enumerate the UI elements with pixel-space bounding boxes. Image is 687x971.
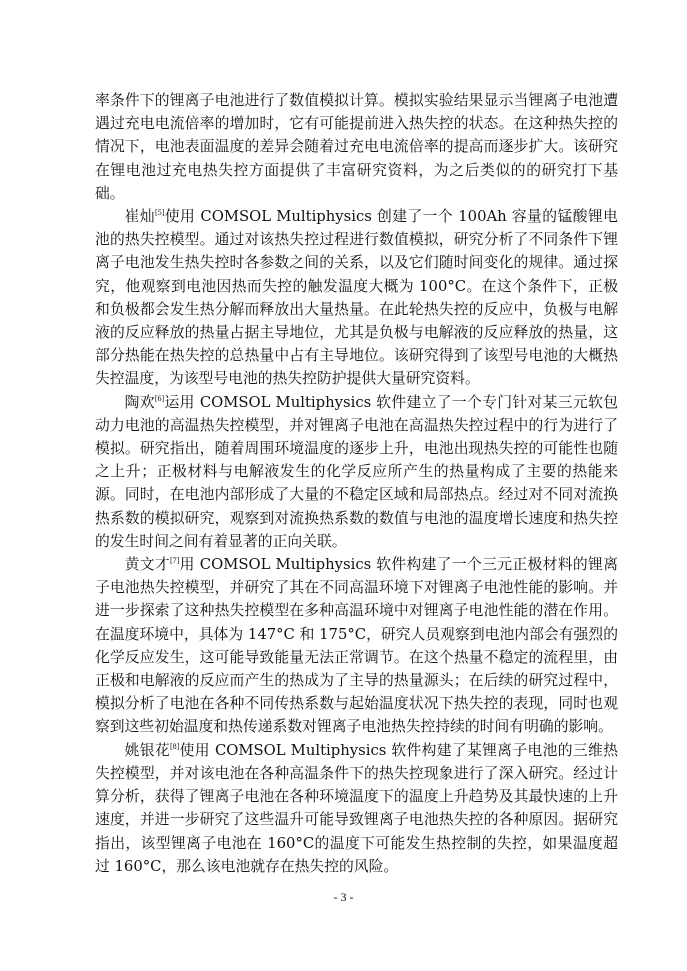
citation-ref: [6] xyxy=(154,393,165,403)
paragraph-text: 使用 COMSOL Multiphysics 软件构建了某锂离子电池的三维热失控模型，并对该电池在各种高温条件下的热失控现象进行了深入研究。经过计算分析，获得了锂离子电池在各种环境温度下的温度上升趋势及其最快速的上升速度，并进一步研究了这些温升可能导致锂离子电池热失控的各种原因。据研究指出，该型锂离子电池在 160°C的温度下可能发生热控制的失控，如果温度超过 160°C，那么该电池就存在热失控的风险。 xyxy=(95,741,618,875)
document-body xyxy=(95,89,618,878)
page-number: - 3 - xyxy=(333,890,354,904)
paragraph-intro-continuation xyxy=(95,89,618,205)
paragraph-text: 率条件下的锂离子电池进行了数值模拟计算。模拟实验结果显示当锂离子电池遭遇过充电电流倍率的增加时，它有可能提前进入热失控的状态。在这种热失控的情况下，电池表面温度的差异会随着过充电电流倍率的提高而逐步扩大。该研究在锂电池过充电热失控方面提供了丰富研究资料，为之后类似的的研究打下基础。 xyxy=(95,92,618,202)
paragraph-tao-huan xyxy=(95,391,618,553)
paragraph-yao-yinhua xyxy=(95,739,618,878)
author-name: 崔灿 xyxy=(124,208,156,226)
paragraph-text: 使用 COMSOL Multiphysics 创建了一个 100Ah 容量的锰酸锂电池的热失控模型。通过对该热失控过程进行数值模拟，研究分析了不同条件下锂离子电池发生热失控时各参数之间的关系，以及它们随时间变化的规律。通过探究，他观察到电池因热而失控的触发温度大概为 100°C。在这个条件下，正极和负极都会发生热分解而释放出大量热量。在此轮热失控的反应中，负极与电解液的反应释放的热量占据主导地位，尤其是负极与电解液的反应释放的热量，这部分热能在热失控的总热量中占有主导地位。该研究得到了该型号电池的大概热失控温度，为该型号电池的热失控防护提供大量研究资料。 xyxy=(95,208,618,388)
author-name: 黄文才 xyxy=(124,556,170,574)
paragraph-huang-wencai xyxy=(95,553,618,739)
paragraph-text: 运用 COMSOL Multiphysics 软件建立了一个专门针对某三元软包动力电池的高温热失控模型，并对锂离子电池在高温热失控过程中的行为进行了模拟。研究指出，随着周围环境温度的逐步上升，电池出现热失控的可能性也随之上升；正极材料与电解液发生的化学反应所产生的热量构成了主要的热能来源。同时，在电池内部形成了大量的不稳定区域和局部热点。经过对不同对流换热系数的模拟研究，观察到对流换热系数的数值与电池的温度增长速度和热失控的发生时间之间有着显著的正向关联。 xyxy=(95,393,618,550)
author-name: 姚银花 xyxy=(124,741,170,759)
paragraph-cui-can xyxy=(95,205,618,391)
citation-ref: [5] xyxy=(155,208,165,218)
author-name: 陶欢 xyxy=(124,393,155,411)
citation-ref: [7] xyxy=(169,556,180,566)
paragraph-text: 用 COMSOL Multiphysics 软件构建了一个三元正极材料的锂离子电池热失控模型，并研究了其在不同高温环境下对锂离子电池性能的影响。并进一步探索了这种热失控模型在多种高温环境中对锂离子电池性能的潜在作用。在温度环境中，具体为 147°C 和 175°C，研究人员观察到电池内部会有强烈的化学反应发生，这可能导致能量无法正常调节。在这个热量不稳定的流程里，由正极和电解液的反应而产生的热成为了主导的热量源头；在后续的研究过程中，模拟分析了电池在各种不同传热系数与起始温度状况下热失控的表现，同时也观察到这些初始温度和热传递系数对锂离子电池热失控持续的时间有明确的影响。 xyxy=(95,556,618,736)
citation-ref: [8] xyxy=(169,741,180,751)
